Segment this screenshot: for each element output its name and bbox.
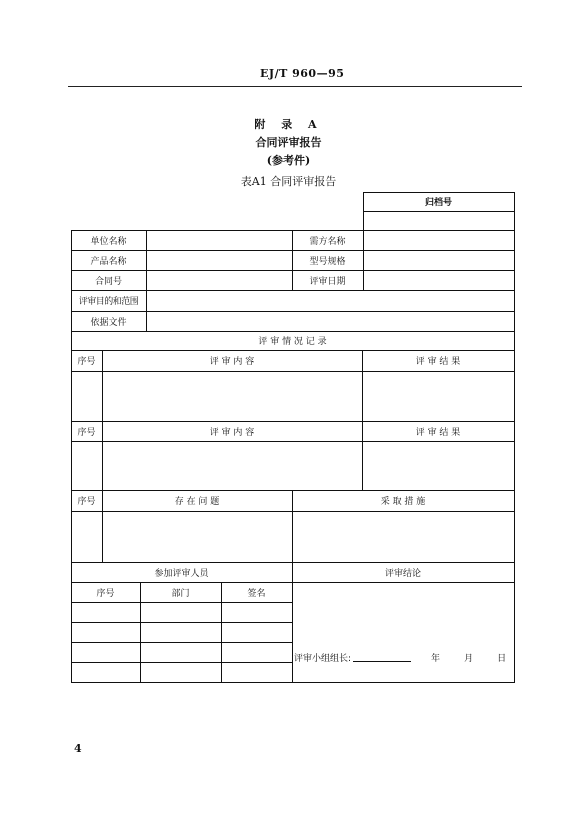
basis-docs-label: 依据文件 (90, 317, 127, 328)
mid-divider-line (363, 230, 364, 290)
header-rule (68, 86, 522, 87)
contract-no-label: 合同号 (94, 276, 122, 287)
review-content-label: 评 审 内 容 (209, 427, 255, 438)
conclusion-label: 评审结论 (384, 568, 421, 579)
review-result-label: 评 审 结 果 (415, 357, 461, 367)
leader-label: 评审小组组长: (294, 653, 352, 664)
report-title: 合同评审报告 (255, 136, 322, 149)
archive-box-mid-line (363, 211, 514, 212)
appendix-title: 附 录 A (254, 118, 323, 131)
review-record-label: 评 审 情 况 记 录 (258, 337, 327, 347)
form-right-line (514, 192, 515, 683)
participant-seq-label: 序号 (96, 588, 115, 599)
day-label: 日 (497, 653, 507, 664)
demander-label: 需方名称 (309, 236, 346, 247)
table-caption: 表A1 合同评审报告 (240, 175, 337, 188)
participants-label: 参加评审人员 (154, 568, 209, 579)
form-bottom-line (71, 682, 515, 683)
review-date-label: 评审日期 (309, 276, 346, 287)
participants-line (71, 602, 292, 603)
unit-name-label: 单位名称 (90, 236, 127, 247)
participants-line (71, 622, 292, 623)
section-line (71, 441, 515, 442)
seq-label: 序号 (77, 497, 96, 507)
review-result-label: 评 审 结 果 (415, 427, 461, 438)
product-name-label: 产品名称 (90, 256, 127, 267)
participants-line (71, 642, 292, 643)
section-line (71, 371, 515, 372)
seq-label: 序号 (77, 357, 96, 367)
department-label: 部门 (171, 588, 190, 599)
standard-code: EJ/T 960—95 (260, 67, 345, 80)
review-content-label: 评 审 内 容 (209, 357, 255, 367)
issues-label: 存 在 问 题 (174, 497, 220, 507)
archive-no-label: 归档号 (424, 198, 452, 208)
label-divider-line (146, 230, 147, 331)
model-spec-label: 型号规格 (309, 256, 346, 267)
purpose-scope-label: 评审目的和范围 (78, 297, 139, 307)
seq-divider-line (102, 350, 103, 562)
reference-note: (参考件) (266, 154, 311, 167)
section-line (71, 511, 515, 512)
participants-line (71, 662, 292, 663)
leader-signature-line (353, 652, 411, 662)
page-number: 4 (74, 742, 82, 755)
month-label: 月 (464, 653, 474, 664)
leader-date-row (294, 648, 512, 666)
measures-label: 采 取 措 施 (380, 497, 426, 507)
year-label: 年 (431, 653, 441, 664)
seq-label: 序号 (77, 427, 96, 438)
signature-label: 签名 (247, 588, 266, 599)
